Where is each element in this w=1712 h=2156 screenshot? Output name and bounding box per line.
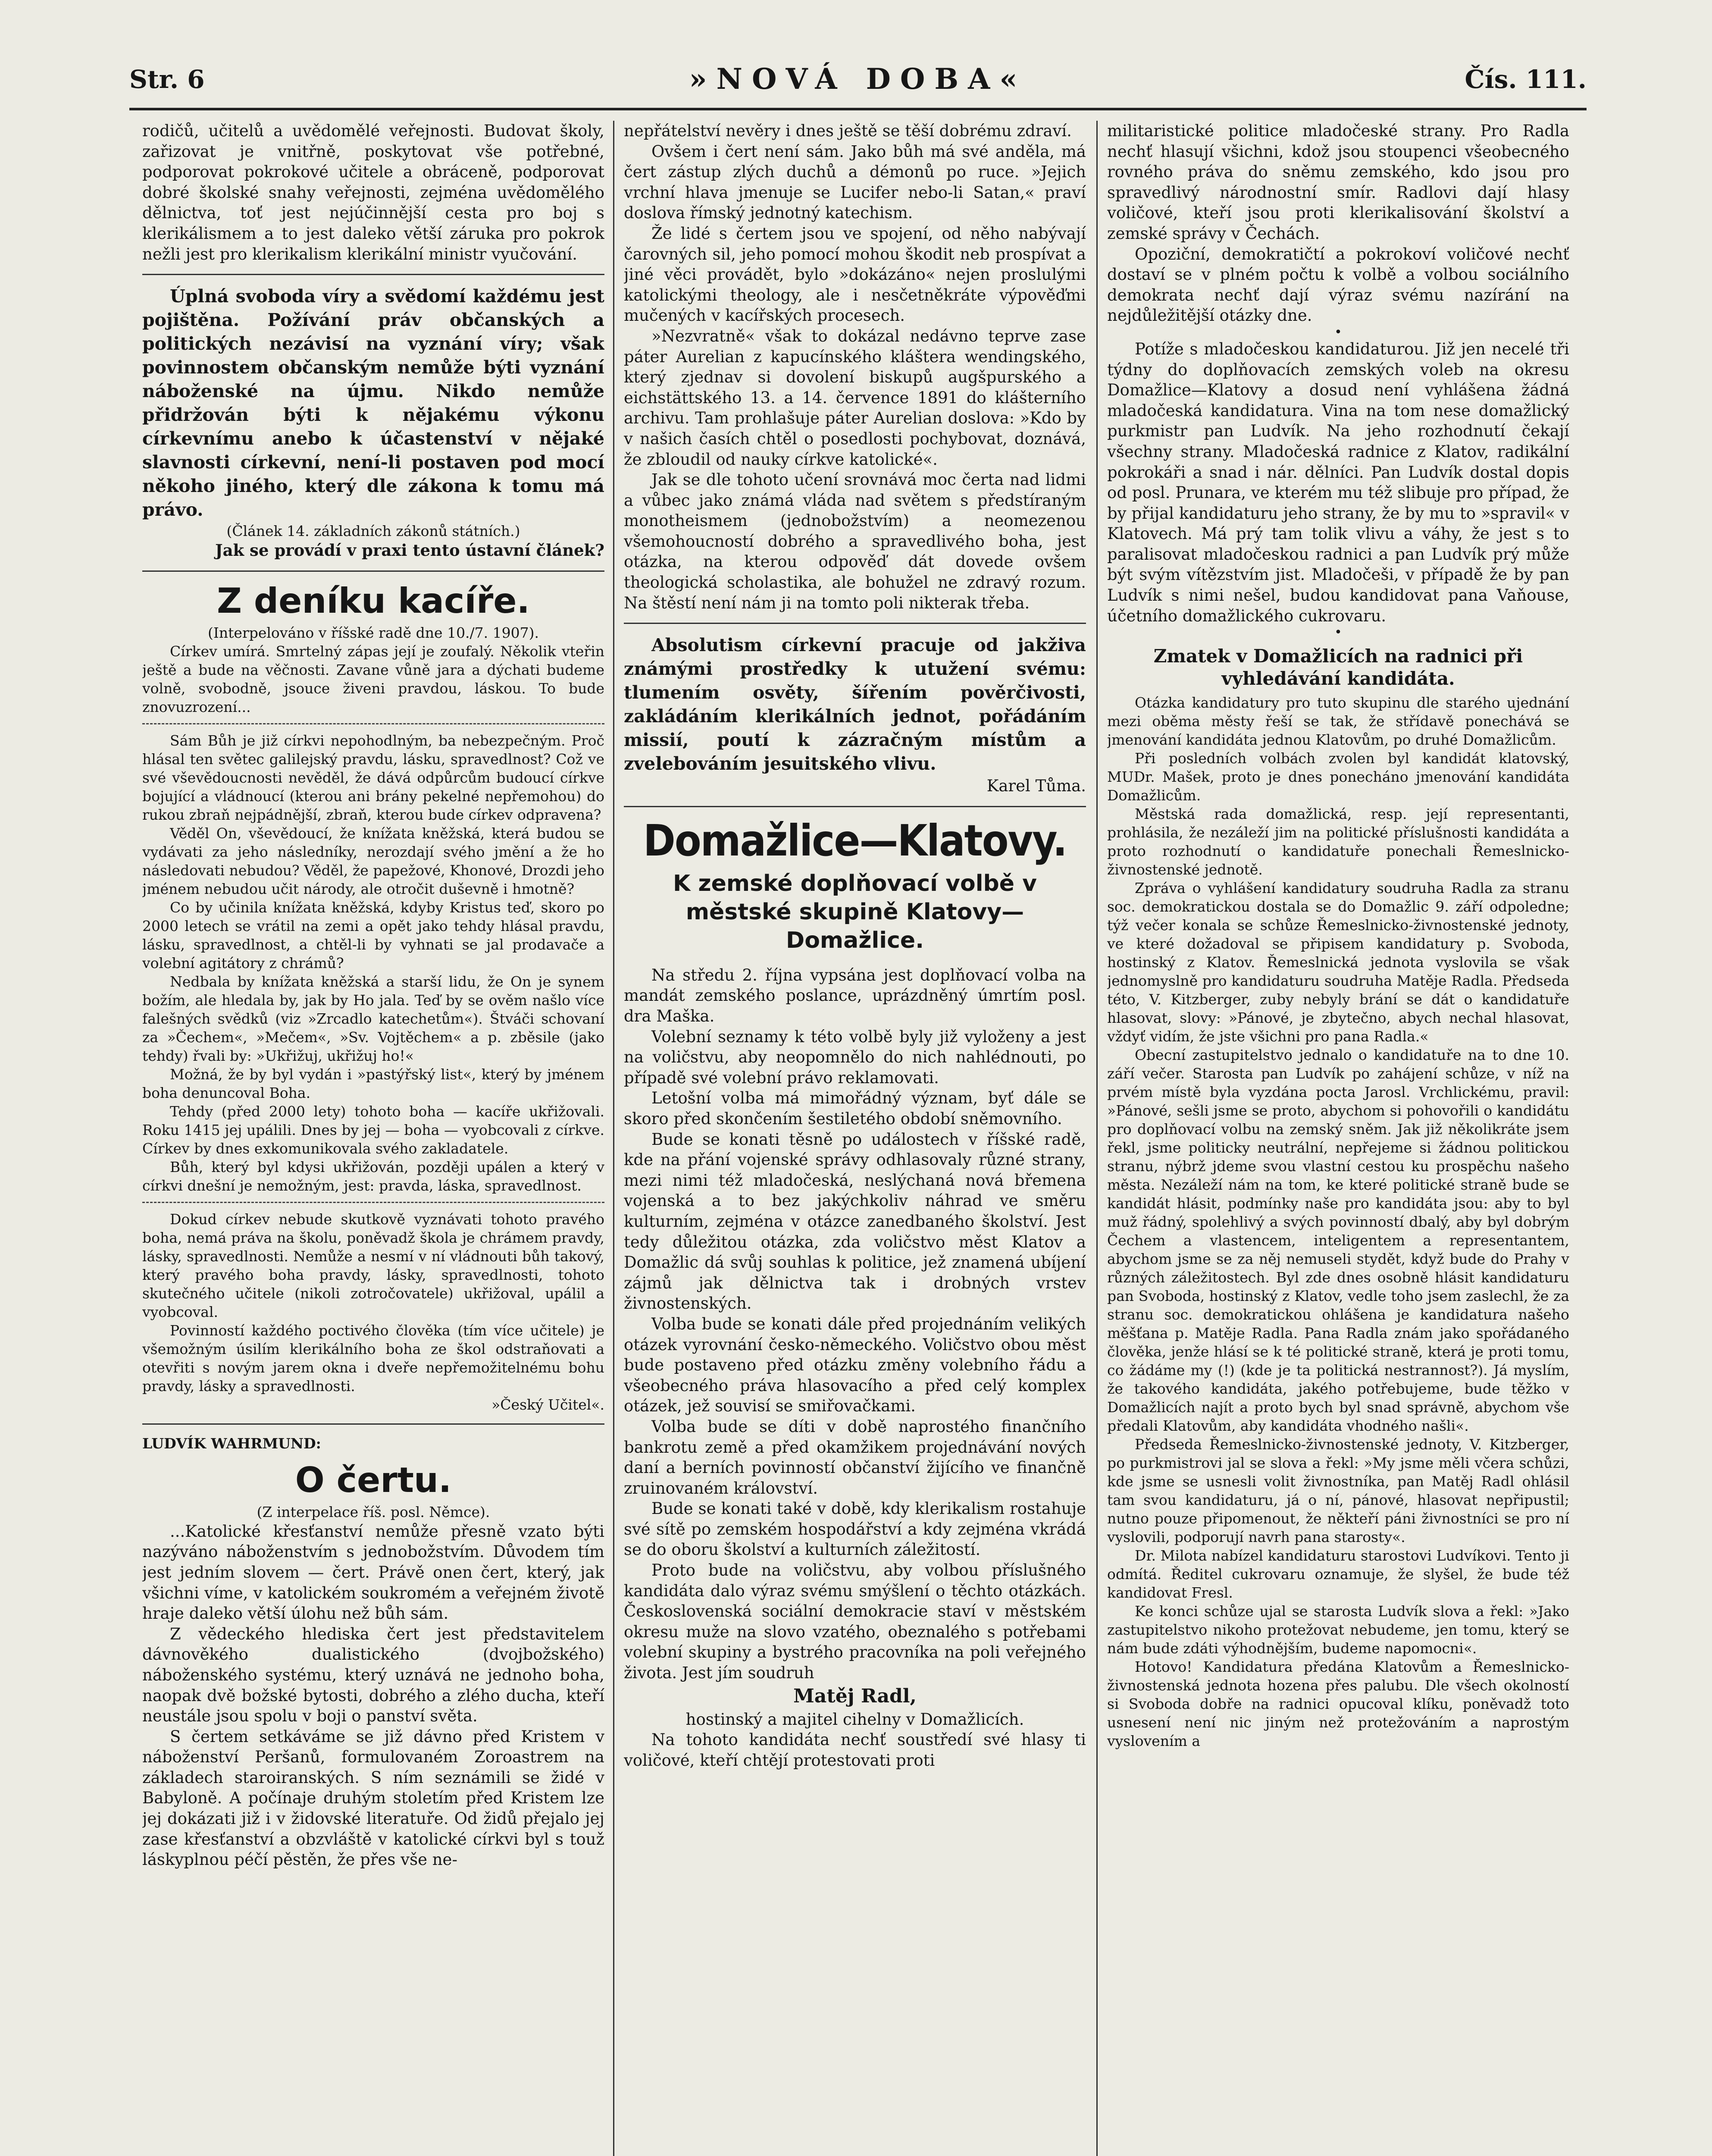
paragraph: Že lidé s čertem jsou ve spojení, od něho nabývají čarovných sil, jeho pomocí mohou škodit neb prospívat a jiné věci provádět, bylo »dokázáno« nejen proslulými katolickými theology, ale i nesčetněkráte výpověďmi mučených v kacířských procesech. (624, 224, 1086, 325)
constitution-quote: Úplná svoboda víry a svědomí každému jest pojištěna. Požívání práv občanských a politických nezávisí na vyznání víry; však povinnostem občanským nemůže býti vyznání náboženské na újmu. Nikdo nemůže přidržován býti k nějakému výkonu církevnímu anebo k účastenství v nějaké slavnosti církevní, není-li postaven pod mocí někoho jiného, který dle zákona k tomu má právo. (142, 286, 604, 520)
divider (142, 1423, 604, 1425)
paragraph: Volba bude se konati dále před projednáním velikých otázek vyrovnání česko-německého. Voličstvo obou měst bude postaveno před otázku změny volebního řádu a všeobecného práva hlasovacího a před celý komplex otázek, jež souvisí se smiřovačkami. (624, 1314, 1086, 1416)
paragraph: Ke konci schůze ujal se starosta Ludvík slova a řekl: »Jako zastupitelstvo nikoho protežovat nebudeme, jen tomu, který se nám bude zdáti výhodnějším, budeme napomocni«. (1107, 1603, 1569, 1657)
paragraph: Městská rada domažlická, resp. její representanti, prohlásila, že nezáleží jim na politické příslušnosti kandidáta a proto rozhodnutí o kandidatuře ponechali Řemeslnicko-živnostenské jednotě. (1107, 805, 1569, 878)
column-divider (613, 121, 614, 2156)
paragraph: Potíže s mladočeskou kandidaturou. Již jen necelé tři týdny do doplňovacích zemských voleb na okresu Domažlice—Klatovy a dosud není vyhlášena žádná mladočeská kandidatura. Vina na tom nese domažlický purkmistr pan Ludvík. Na jeho rozhodnutí čekají všechny strany. Mladočeská radnice z Klatov, radikální pokrokáři a snad i nár. dělníci. Pan Ludvík dostal dopis od posl. Prunara, ve kterém mu též slibuje pro případ, že by přijal kandidaturu jeho strany, že by mu to »spravil« v Klatovech. Má prý tam tolik vlivu a váhy, že jest s to paralisovat mladočeskou radnici a pan Ludvík prý může být svým vítězstvím jist. Mladočeši, v případě že by pan Ludvík s nimi nešel, budou kandidovat pana Vaňouse, účetního domažlického cukrovaru. (1107, 339, 1569, 625)
article-headline: O čertu. (295, 1460, 452, 1500)
section-separator-icon: • (1334, 625, 1342, 640)
quote-source: (Článek 14. základních zákonů státních.) (226, 523, 520, 540)
paragraph: Možná, že by byl vydán i »pastýřský list«, který by jménem boha denuncoval Boha. (142, 1065, 604, 1101)
candidate-description: hostinský a majitel cihelny v Domažlicích. (685, 1710, 1024, 1729)
paragraph: Volba bude se díti v době naprostého finančního bankrotu země a před okamžikem projednávání nových daní a berních povinností občanství žijícího ve finančně zruinovaném království. (624, 1417, 1086, 1498)
page-header (129, 56, 1587, 110)
paragraph: Z vědeckého hlediska čert jest představitelem dávnověkého dualistického (dvojbožského) náboženského systému, který uznává ne jednoho boha, naopak dvě božské bytosti, dobrého a zlého ducha, kteří neustále jsou spolu v boji o panství světa. (142, 1624, 604, 1726)
candidate-name: Matěj Radl, (793, 1685, 917, 1707)
paragraph: rodičů, učitelů a uvědomělé veřejnosti. Budovat školy, zařizovat je vnitřně, poskytovat vše potřebné, podporovat pokrokové učitele a obráceně, podporovat dobré školské snahy veřejnosti, zejména uvědomělého dělnictva, toť jest nejúčinnější cesta pro boj s klerikálismem a to jest daleko větší záruka pro pokrok nežli jest pro klerikalism klerikální ministr vyučování. (142, 122, 604, 263)
paragraph: Volební seznamy k této volbě byly již vyloženy a jest na voličstvu, aby neopomnělo do nich nahlédnouti, po případě své volební právo reklamovati. (624, 1027, 1086, 1087)
divider (624, 806, 1086, 807)
paragraph: Předseda Řemeslnicko-živnostenské jednoty, V. Kitzberger, po purkmistrovi jal se slova a řekl: »My jsme měli včera schůzi, kde jsme se usnesli volit živnostníka, pan Matěj Radl ohlásil tam svou kandidaturu, já o ní, pánové, hlasovat nepřipustil; nutno pouze připomenout, že někteří páni živnostníci se pro ní vyslovili, podporují navrh pana starosty«. (1107, 1436, 1569, 1546)
paragraph: »Nezvratně« však to dokázal nedávno teprve zase páter Aurelian z kapucínského kláštera wendingského, který zjednav si dovolení biskupů augšpurského a eichstättského 13. a 14. července 1891 do klášterního archivu. Tam prohlašuje páter Aurelian doslova: »Kdo by v našich časích chtěl o posedlosti pochybovat, doznává, že zbloudil od nauky církve katolické«. (624, 326, 1086, 469)
issue-number: Čís. 111. (1465, 65, 1587, 94)
paragraph: Na středu 2. října vypsána jest doplňovací volba na mandát zemského poslance, uprázdněný úmrtím posl. dra Maška. (624, 965, 1086, 1026)
paragraph: Bude se konati také v době, kdy klerikalism rostahuje své sítě po zemském hospodářství a kdy zejména vkrádá se do oboru školství a kulturních záležitostí. (624, 1499, 1086, 1559)
paragraph: ...Katolické křesťanství nemůže přesně vzato býti nazýváno náboženstvím s jednobožstvím. Důvodem tím jest jedním slovem — čert. Právě onen čert, který, jak všichni víme, v katolickém soukromém a veřejném životě hraje daleko větší úlohu než bůh sám. (142, 1522, 604, 1623)
column-3 (1107, 121, 1569, 2156)
masthead-title: »NOVÁ DOBA« (689, 62, 1027, 96)
paragraph: Dr. Milota nabízel kandidaturu starostovi Ludvíkovi. Tento ji odmítá. Ředitel cukrovaru oznamuje, že slyšel, že bude též kandidovat Fresl. (1107, 1547, 1569, 1601)
paragraph: Církev umírá. Smrtelný zápas její je zoufalý. Několik vteřin ještě a bude na věčnosti. Zavane vůně jara a dýchati budeme volně, svobodně, jsouce živeni pravdou, láskou. To bude znovuzrození... (142, 642, 604, 715)
divider (142, 723, 604, 724)
paragraph: Jak se dle tohoto učení srovnává moc čerta nad lidmi a vůbec jako známá vláda nad světem s předstíraným monotheismem (jednobožstvím) a neomezenou všemohoucností dobrého a spravedlivého boha, jest otázka, na kterou odpověď dát dovede ovšem theologická scholastika, ale bohužel ne zdravý rozum. Na štěstí není nám ji na tomto poli nikterak třeba. (624, 470, 1086, 612)
article-headline: Z deníku kacíře. (217, 580, 530, 621)
paragraph: Povinností každého poctivého člověka (tím více učitele) je všemožným úsilím klerikálního boha ze škol odstraňovati a otevřiti s novým jarem okna i dveře nepřemožitelnému bohu pravdy, lásky a spravedlnosti. (142, 1322, 604, 1395)
article-subtitle: (Z interpelace říš. posl. Němce). (257, 1503, 490, 1520)
paragraph: nepřátelství nevěry i dnes ještě se těší dobrému zdraví. (624, 122, 1072, 140)
paragraph: Zpráva o vyhlášení kandidatury soudruha Radla za stranu soc. demokratickou dostala se do Domažlic 9. září odpoledne; týž večer konala se schůze Řemeslnicko-živnostenské jednoty, ve které dožadoval se připisem kandidatury p. Svoboda, hostinský z Klatov. Řemeslnická jednota vyslovila se však jednomyslně pro kandidaturu soudruha Matěje Radla. Předseda této, V. Kitzberger, zuby nebyly brání se dát o kandidatuře hlasovat, slovy: »Pánové, je zbytečno, abych nechal hlasovat, vždyť vidím, že jste všichni pro pana Radla.« (1107, 880, 1569, 1045)
paragraph: Dokud církev nebude skutkově vyznávati tohoto pravého boha, nemá práva na školu, poněvadž škola je chrámem pravdy, lásky, spravedlnosti. Nemůže a nesmí v ní vládnouti bůh takový, který pravého boha pravdy, lásky, spravedlnosti, tohoto skutečného učitele (nikoli zotročovatele) ukřižoval, upálil a vyobcoval. (142, 1210, 604, 1320)
column-1 (142, 121, 604, 2156)
paragraph: Letošní volba má mimořádný význam, byť dále se skoro před skončením šestiletého období sněmovního. (624, 1089, 1086, 1128)
page-number: Str. 6 (129, 65, 205, 94)
article-headline: Domažlice—Klatovy. (643, 815, 1067, 866)
paragraph: Tehdy (před 2000 lety) tohoto boha — kacíře ukřižovali. Roku 1415 jej upálili. Dnes by jej — boha — vyobcovali z církve. Církev by dnes exkomunikovala svého zakladatele. (142, 1103, 604, 1157)
article-subheadline: K zemské doplňovací volbě v městské skupině Klatovy—Domažlice. (673, 870, 1037, 953)
column-divider (1096, 121, 1098, 2156)
paragraph: Bude se konati těsně po událostech v říšské radě, kde na přání vojenské správy odhlasovaly různé strany, mezi nimi též mladočeská, neslýchaná nová břemena vojenská a to bez jakýchkoliv náhrad ve směru kulturním, zejména v otázce zanedbaného školství. Jest tedy důležitou otázka, zda voličstvo měst Klatov a Domažlic dá svůj souhlas k politice, jež znamená ubíjení zájmů jak dělnictva tak i drobných vrstev živnostenských. (624, 1130, 1086, 1313)
divider (142, 570, 604, 572)
paragraph: Hotovo! Kandidatura předána Klatovům a Řemeslnicko-živnostenská jednota hozena přes palubu. Dle všech okolností si Svoboda dobře na radnici opucoval klíku, poněvadž toto usnesení není nic jiným než protežováním a naprostým vyslovením a (1107, 1658, 1569, 1750)
paragraph: Nedbala by knížata kněžská a starší lidu, že On je synem božím, ale hledala by, jak by Ho jala. Teď by se ověm našlo více falešných svědků (viz »Zrcadlo katechetům«). Štváči schovaní za »Čechem«, »Mečem«, »Sv. Vojtěchem« a p. zběsile (jako tehdy) řvali by: »Ukřižuj, ukřižuj ho!« (142, 973, 604, 1064)
section-separator-icon: • (1334, 324, 1342, 340)
quote-author: Karel Tůma. (986, 777, 1086, 796)
paragraph: Opoziční, demokratičtí a pokrokoví voličové nechť dostaví se v plném počtu k volbě a volbou sociálního demokrata nechť dají výraz svému nazírání na nejdůležitější otázky dne. (1107, 244, 1569, 325)
divider (142, 274, 604, 275)
paragraph: Otázka kandidatury pro tuto skupinu dle starého ujednání mezi oběma městy řeší se tak, že střídavě ponechává se jmenování kandidáta jednou Klatovům, po druhé Domažlicům. (1107, 694, 1569, 749)
quote-question: Jak se provádí v praxi tento ústavní článek? (215, 541, 604, 560)
divider (142, 1202, 604, 1203)
article-subtitle: (Interpelováno v říšské radě dne 10./7. 1907). (208, 624, 539, 641)
paragraph: Bůh, který byl kdysi ukřižován, později upálen a který v církvi dnešní je nemožným, jest: pravda, láska, spravedlnost. (142, 1158, 604, 1194)
paragraph: Při posledních volbách zvolen byl kandidát klatovský, MUDr. Mašek, proto je dnes ponecháno jmenování kandidáta Domažlicům. (1107, 750, 1569, 804)
paragraph: Ovšem i čert není sám. Jako bůh má své anděla, má čert zástup zlých duchů a démonů po ruce. »Jejich vrchní hlava jmenuje se Lucifer nebo-li Satan,« praví doslova římský jednotný katechism. (624, 142, 1086, 222)
paragraph: militaristické politice mladočeské strany. Pro Radla nechť hlasují všichni, kdož jsou stoupenci všeobecného rovného práva do sněmu zemského, kdo jsou pro spravedlivý národnostní smír. Radlovi dají hlasy voličové, kteří jsou proti klerikalisování školství a zemské správy v Čechách. (1107, 122, 1569, 243)
divider (624, 623, 1086, 624)
paragraph: Na tohoto kandidáta nechť soustředí své hlasy ti voličové, kteří chtějí protestovati proti (624, 1730, 1086, 1770)
article-source: »Český Učitel«. (491, 1396, 604, 1413)
paragraph: Obecní zastupitelstvo jednalo o kandidatuře na to dne 10. září večer. Starosta pan Ludvík po zahájení schůze, v níž na prvém místě byla vyzdána pocta Jarosl. Vrchlickému, pravil: »Pánové, sešli jsme se proto, abychom si pohovořili o kandidátu pro doplňovací volbu na zemský sněm. Jak již několikráte jsem řekl, jsme politicky neutrální, nepřejeme si žádnou politickou stranu, nýbrž jdeme svou vlastní cestou ku prospěchu našeho města. Nezáleží nám na tom, ke které politické straně bude se kandidát hlásit, podmínky naše pro kandidáta jsou: aby to byl muž řádný, spolehlivý a svých povinností dbalý, aby byl dobrým Čechem a vlastencem, inteligentem a representantem, abychom jsme se za něj nemuseli stydět, když bude do Prahy v různých záležitostech. Byl zde dnes osobně hlásit kandidaturu pan Svoboda, hostinský z Klatov, vedle toho jsem zaslechl, že za stranu soc. demokratickou ohlášena je kandidatura našeho měšťana p. Matěje Radla. Pana Radla znám jako spořádaného člověka, jenže hlásí se k té politické straně, která je proti tomu, co žádáme my (!) (kde je ta politická nestrannost?). Já myslím, že takového kandidáta, jakého potřebujeme, bude těžko v Domažlicích najít a proto bych byl snad správně, abychom vše předali Klatovům, aby kandidáta vhodného našli«. (1107, 1047, 1569, 1435)
paragraph: Proto bude na voličstvu, aby volbou příslušného kandidáta dalo výraz svému smýšlení o těchto otázkách. Československá sociální demokracie staví v městském okresu muže na slovo vzatého, obeznalého s potřebami volební skupiny a bystrého pracovníka na poli veřejného života. Jest jím soudruh (624, 1561, 1086, 1683)
column-2 (624, 121, 1086, 2156)
paragraph: S čertem setkáváme se již dávno před Kristem v náboženství Peršanů, formulovaném Zoroastrem na základech staroiranských. S ním seznámili se židé v Babyloně. A počínaje druhým stoletím před Kristem lze jej dokázati již i v židovské literatuře. Od židů přejalo jej zase křesťanství a obzvláště v katolické církvi byl s touž láskyplnou péčí pěstěn, že přes vše ne- (142, 1727, 604, 1869)
quote-absolutism: Absolutism církevní pracuje od jakživa známými prostředky k utužení svému: tlumením osvěty, šířením pověrčivosti, zakládáním klerikálních jednot, pořádáním missií, poutí k zázračným místům a zvelebováním jesuitského vlivu. (624, 635, 1086, 774)
article-author: LUDVÍK WAHRMUND: (142, 1435, 321, 1452)
paragraph: Sám Bůh je již církvi nepohodlným, ba nebezpečným. Proč hlásal ten světec galilejský pravdu, lásku, spravedlnost? Což ve své vševědoucnosti nevěděl, že dává odpůrcům budoucí církve bojující a vládnoucí (kterou ani brány pekelné nepřemohou) do rukou zbraň nejpádnější, zbraň, kterou bude církev odpravena? (142, 732, 604, 823)
article-headline: Zmatek v Domažlicích na radnici při vyhledávání kandidáta. (1153, 646, 1523, 689)
paragraph: Věděl On, vševědoucí, že knížata kněžská, která budou se vydávati za jeho následníky, nerozdají svého jmění a že ho následovati nebudou? Věděl, že papežové, Khonové, Drozdi jeho jménem nebudou učit národy, ale otročit duševně i hmotně? (142, 824, 604, 897)
paragraph: Co by učinila knížata kněžská, kdyby Kristus teď, skoro po 2000 letech se vrátil na zemi a opět jako tehdy hlásal pravdu, lásku, spravedlnost, a chtěl-li by vyhnati se jal prodavače a volební agitátory z chrámů? (142, 899, 604, 971)
